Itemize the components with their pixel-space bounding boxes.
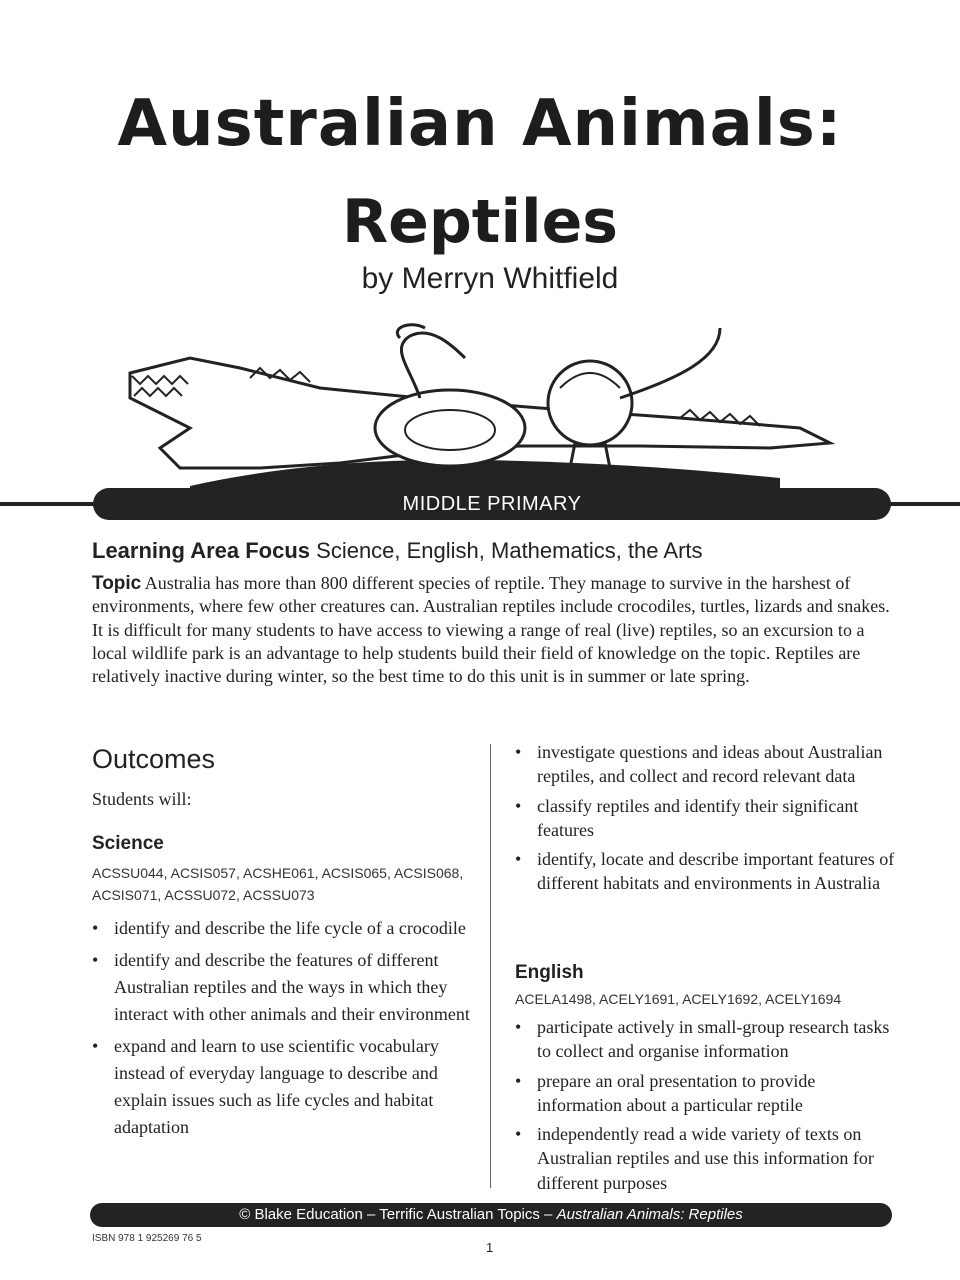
science-outcomes-left xyxy=(92,915,472,1141)
english-heading: English xyxy=(515,962,584,983)
list-item: • investigate questions and ideas about Australian reptiles, and collect and record relevant data xyxy=(515,740,900,789)
page-number: 1 xyxy=(486,1240,494,1255)
author-byline: by Merryn Whitfield xyxy=(361,262,619,295)
page-title-line2: Reptiles xyxy=(341,187,619,257)
list-item: • identify and describe the features of different Australian reptiles and the ways in which they interact with other animals and their environment xyxy=(92,947,472,1028)
column-divider xyxy=(490,744,491,1188)
topic-label: Topic xyxy=(92,573,142,594)
level-band: MIDDLE PRIMARY xyxy=(93,488,891,520)
english-codes: ACELA1498, ACELY1691, ACELY1692, ACELY1694 xyxy=(515,991,842,1007)
footer-band xyxy=(90,1203,892,1227)
outcomes-intro: Students will: xyxy=(92,789,192,809)
outcomes-heading: Outcomes xyxy=(92,744,216,774)
topic-text: Australia has more than 800 different species of reptile. They manage to survive in the harshest of environments, where few other creatures can. Australian reptiles include crocodiles, turtles, lizards and snakes. It is difficult for many students to have access to viewing a range of real (live) reptiles, so an excursion to a local wildlife park is an advantage to help students build their field of knowledge on the topic. Reptiles are relatively inactive during winter, so the best time to do this unit is in summer or late spring. xyxy=(92,573,890,687)
footer-title: Australian Animals: Reptiles xyxy=(556,1206,743,1223)
science-outcomes-right xyxy=(515,740,900,896)
list-item: • prepare an oral presentation to provide information about a particular reptile xyxy=(515,1069,900,1118)
footer-text: © Blake Education – Terrific Australian Topics – xyxy=(239,1206,553,1223)
science-codes-line2: ACSIS071, ACSSU072, ACSSU073 xyxy=(92,887,315,903)
list-item: • identify and describe the life cycle of a crocodile xyxy=(92,915,472,942)
topic-paragraph xyxy=(92,572,902,688)
english-outcomes xyxy=(515,1015,900,1195)
page-title-line1: Australian Animals: xyxy=(117,87,843,161)
focus-label: Learning Area Focus xyxy=(92,538,311,563)
learning-area-focus xyxy=(92,538,912,564)
list-item: • expand and learn to use scientific vocabulary instead of everyday language to describe and explain issues such as life cycles and habitat adaptation xyxy=(92,1033,472,1141)
science-heading: Science xyxy=(92,833,164,854)
isbn: ISBN 978 1 925269 76 5 xyxy=(92,1233,202,1244)
science-codes-line1: ACSSU044, ACSIS057, ACSHE061, ACSIS065, ACSIS068, xyxy=(92,865,464,881)
list-item: • independently read a wide variety of texts on Australian reptiles and use this information for different purposes xyxy=(515,1122,900,1195)
list-item: • participate actively in small-group research tasks to collect and organise information xyxy=(515,1015,900,1064)
reptiles-illustration xyxy=(120,318,840,498)
list-item: • classify reptiles and identify their significant features xyxy=(515,794,900,843)
focus-value: Science, English, Mathematics, the Arts xyxy=(316,538,703,563)
list-item: • identify, locate and describe important features of different habitats and environments in Australia xyxy=(515,847,900,896)
